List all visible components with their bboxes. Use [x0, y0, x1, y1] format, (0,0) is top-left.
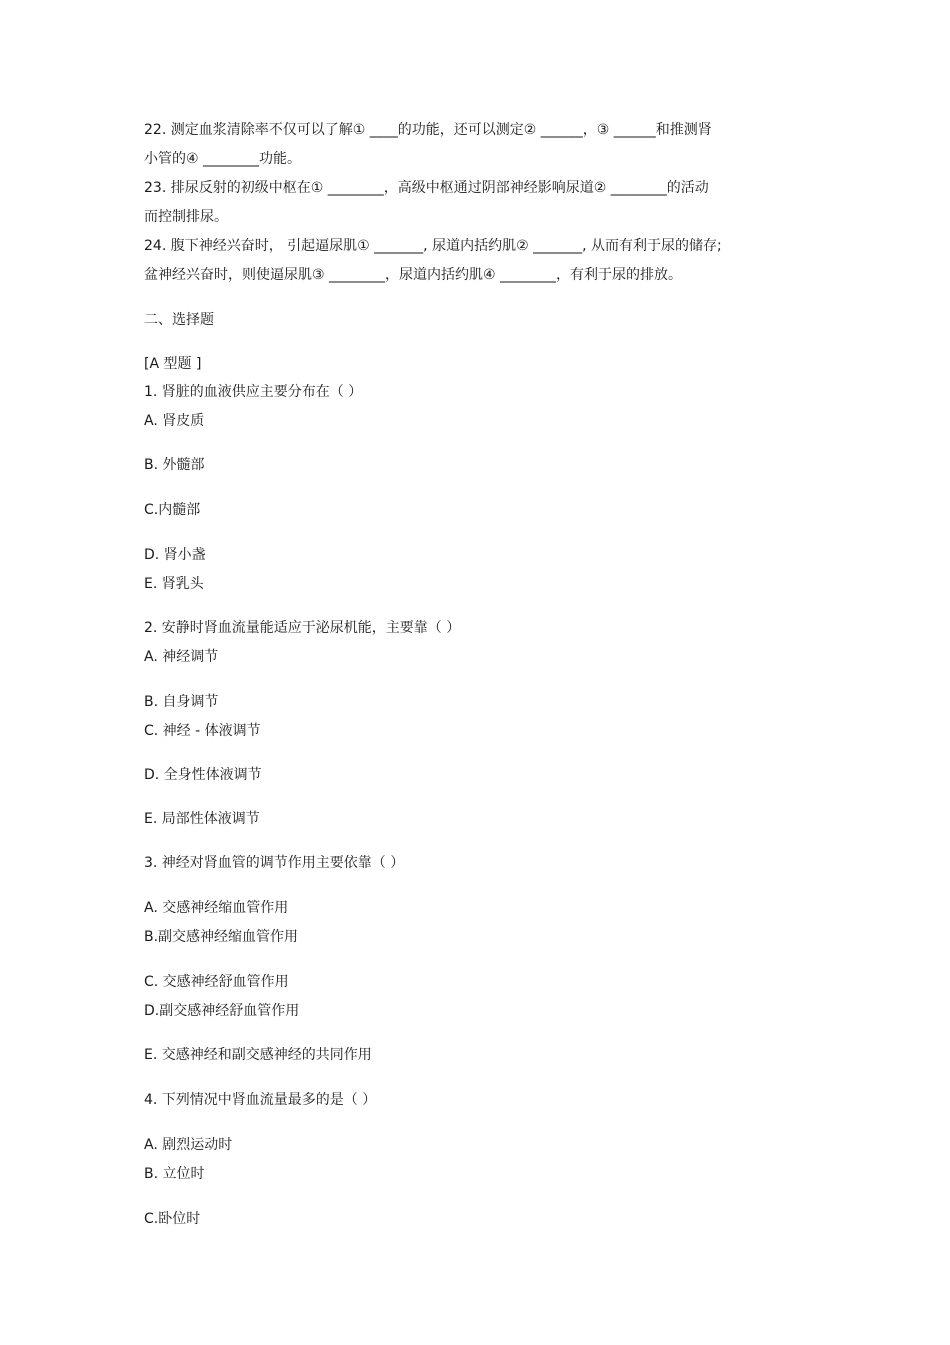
question-3-option-a: A. 交感神经缩血管作用 — [144, 900, 289, 916]
question-22-line-2: 小管的④ ________功能。 — [144, 151, 302, 167]
question-3-option-e: E. 交感神经和副交感神经的共同作用 — [144, 1047, 372, 1063]
question-23-line-2: 而控制排尿。 — [144, 209, 228, 225]
question-22-line-1: 22. 测定血浆清除率不仅可以了解① ____的功能，还可以测定② ______，③ ______和推测肾 — [144, 122, 712, 138]
question-1-option-b: B. 外髓部 — [144, 457, 205, 473]
question-1-option-e: E. 肾乳头 — [144, 576, 204, 592]
question-4-stem: 4. 下列情况中肾血流量最多的是（ ） — [144, 1092, 377, 1108]
question-1-option-d: D. 肾小盏 — [144, 547, 206, 563]
question-2-option-d: D. 全身性体液调节 — [144, 767, 262, 783]
question-3-option-b: B.副交感神经缩血管作用 — [144, 929, 299, 945]
section-title: 二、选择题 — [144, 312, 214, 328]
question-24-line-2: 盆神经兴奋时，则使逼尿肌③ ________，尿道内括约肌④ ________，有利于尿的排放。 — [144, 267, 683, 283]
question-23-line-1: 23. 排尿反射的初级中枢在① ________，高级中枢通过阴部神经影响尿道② ________的活动 — [144, 180, 709, 196]
subsection-title: [A 型题 ] — [144, 356, 202, 372]
question-4-option-a: A. 剧烈运动时 — [144, 1137, 233, 1153]
question-3-option-c: C. 交感神经舒血管作用 — [144, 974, 289, 990]
question-1-option-c: C.内髓部 — [144, 502, 201, 518]
question-2-option-c: C. 神经 - 体液调节 — [144, 723, 261, 739]
question-3-stem: 3. 神经对肾血管的调节作用主要依靠（ ） — [144, 855, 405, 871]
question-1-stem: 1. 肾脏的血液供应主要分布在（ ） — [144, 384, 363, 400]
question-1-option-a: A. 肾皮质 — [144, 413, 205, 429]
question-2-option-a: A. 神经调节 — [144, 649, 219, 665]
question-2-option-b: B. 自身调节 — [144, 694, 219, 710]
question-4-option-b: B. 立位时 — [144, 1166, 205, 1182]
question-2-stem: 2. 安静时肾血流量能适应于泌尿机能，主要靠（ ） — [144, 620, 461, 636]
question-24-line-1: 24. 腹下神经兴奋时， 引起逼尿肌① _______, 尿道内括约肌② _______, 从而有利于尿的储存; — [144, 238, 722, 254]
question-2-option-e: E. 局部性体液调节 — [144, 811, 260, 827]
question-4-option-c: C.卧位时 — [144, 1211, 201, 1227]
question-3-option-d: D.副交感神经舒血管作用 — [144, 1003, 300, 1019]
